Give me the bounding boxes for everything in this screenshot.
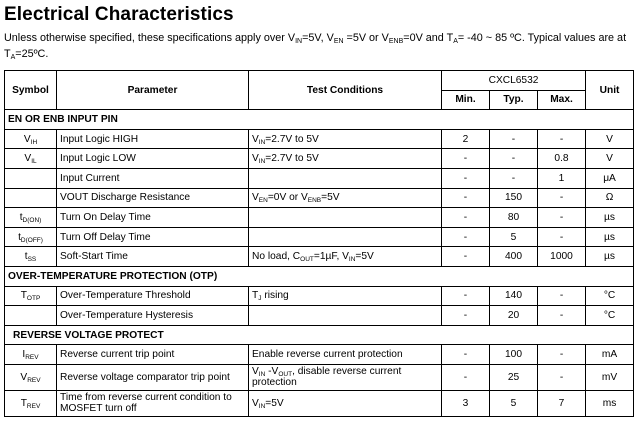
min-cell: 2 (442, 129, 490, 149)
typ-cell: 80 (490, 208, 538, 228)
parameter-cell: Input Logic LOW (57, 149, 249, 169)
min-cell: - (442, 306, 490, 326)
symbol-cell: $I_{REV}$ (5, 345, 57, 365)
typ-cell: 20 (490, 306, 538, 326)
unit-cell: µs (586, 227, 634, 247)
parameter-cell: Input Logic HIGH (57, 129, 249, 149)
header-parameter: Parameter (57, 71, 249, 110)
symbol-cell (5, 306, 57, 326)
typ-cell: 100 (490, 345, 538, 365)
test-conditions-cell: $V_{EN}=0V$ or $V_{ENB}=5V$ (249, 188, 442, 208)
min-cell: - (442, 247, 490, 267)
table-row (5, 168, 634, 188)
table-row (5, 227, 634, 247)
header-typ: Typ. (490, 90, 538, 110)
typ-cell: 5 (490, 390, 538, 416)
section-row (5, 325, 634, 345)
typ-cell: - (490, 149, 538, 169)
header-test-conditions: Test Conditions (249, 71, 442, 110)
table-row (5, 364, 634, 390)
symbol-cell: $t_{D(ON)}$ (5, 208, 57, 228)
parameter-cell: Reverse voltage comparator trip point (57, 364, 249, 390)
typ-cell: 150 (490, 188, 538, 208)
max-cell: - (538, 345, 586, 365)
unit-cell: V (586, 129, 634, 149)
symbol-cell (5, 168, 57, 188)
parameter-cell: Turn Off Delay Time (57, 227, 249, 247)
max-cell: - (538, 208, 586, 228)
max-cell: - (538, 129, 586, 149)
table-row (5, 306, 634, 326)
typ-cell: 400 (490, 247, 538, 267)
test-conditions-cell (249, 208, 442, 228)
table-row (5, 345, 634, 365)
unit-cell: V (586, 149, 634, 169)
header-min: Min. (442, 90, 490, 110)
min-cell: 3 (442, 390, 490, 416)
symbol-cell: $T_{REV}$ (5, 390, 57, 416)
typ-cell: 25 (490, 364, 538, 390)
parameter-cell: Over-Temperature Hysteresis (57, 306, 249, 326)
max-cell: - (538, 364, 586, 390)
min-cell: - (442, 364, 490, 390)
parameter-cell: VOUT Discharge Resistance (57, 188, 249, 208)
section-title: OVER-TEMPERATURE PROTECTION (OTP) (5, 266, 634, 286)
test-conditions-cell: No load, $C_{OUT}=1\mu F$, $V_{IN}=5V$ (249, 247, 442, 267)
max-cell: 1000 (538, 247, 586, 267)
unit-cell: µs (586, 247, 634, 267)
min-cell: - (442, 286, 490, 306)
max-cell: 7 (538, 390, 586, 416)
test-conditions-cell: $V_{IN}=2.7V$ to 5V (249, 149, 442, 169)
parameter-cell: Input Current (57, 168, 249, 188)
typ-cell: - (490, 168, 538, 188)
typ-cell: - (490, 129, 538, 149)
unit-cell: μA (586, 168, 634, 188)
max-cell: - (538, 188, 586, 208)
unit-cell: Ω (586, 188, 634, 208)
unit-cell: mA (586, 345, 634, 365)
table-row (5, 149, 634, 169)
parameter-cell: Soft-Start Time (57, 247, 249, 267)
max-cell: - (538, 306, 586, 326)
section-row (5, 266, 634, 286)
symbol-cell: $T_{OTP}$ (5, 286, 57, 306)
min-cell: - (442, 208, 490, 228)
page-title: Electrical Characteristics (4, 4, 234, 25)
table-row (5, 390, 634, 416)
section-title: REVERSE VOLTAGE PROTECT (5, 325, 634, 345)
parameter-cell: Time from reverse current condition to MOSFET turn off (57, 390, 249, 416)
unit-cell: °C (586, 306, 634, 326)
test-conditions-cell: $V_{IN}$ $-V_{OUT}$, disable reverse current protection (249, 364, 442, 390)
table-row (5, 247, 634, 267)
typ-cell: 5 (490, 227, 538, 247)
section-row (5, 110, 634, 130)
min-cell: - (442, 227, 490, 247)
header-max: Max. (538, 90, 586, 110)
test-conditions-cell: $V_{IN}=5V$ (249, 390, 442, 416)
min-cell: - (442, 345, 490, 365)
min-cell: - (442, 188, 490, 208)
header-unit: Unit (586, 71, 634, 110)
section-title: EN OR ENB INPUT PIN (5, 110, 634, 130)
unit-cell: ms (586, 390, 634, 416)
symbol-cell: $V_{REV}$ (5, 364, 57, 390)
symbol-cell: $t_{D(OFF)}$ (5, 227, 57, 247)
symbol-cell: $t_{SS}$ (5, 247, 57, 267)
max-cell: 1 (538, 168, 586, 188)
header-symbol: Symbol (5, 71, 57, 110)
test-conditions-cell: $V_{IN}=2.7V$ to 5V (249, 129, 442, 149)
symbol-cell (5, 188, 57, 208)
test-conditions-cell (249, 168, 442, 188)
electrical-characteristics-table (4, 70, 634, 417)
symbol-cell: $V_{IH}$ (5, 129, 57, 149)
table-header-row (5, 71, 634, 91)
header-part-number: CXCL6532 (442, 71, 586, 91)
typ-cell: 140 (490, 286, 538, 306)
test-conditions-cell: $T_J$ rising (249, 286, 442, 306)
test-conditions-cell (249, 306, 442, 326)
parameter-cell: Over-Temperature Threshold (57, 286, 249, 306)
table-row (5, 286, 634, 306)
unit-cell: µs (586, 208, 634, 228)
table-row (5, 188, 634, 208)
parameter-cell: Reverse current trip point (57, 345, 249, 365)
min-cell: - (442, 149, 490, 169)
unit-cell: mV (586, 364, 634, 390)
table-row (5, 129, 634, 149)
unit-cell: °C (586, 286, 634, 306)
intro-paragraph: Unless otherwise specified, these specifications apply over $V_{IN}=5V$, $V_{EN} =5V$ or $V_{ENB}=0V$ and $T_A= -40$ ~ 85 ºC. Typical values are at $T_A=25ºC$. (4, 32, 627, 61)
symbol-cell: $V_{IL}$ (5, 149, 57, 169)
min-cell: - (442, 168, 490, 188)
table-row (5, 208, 634, 228)
test-conditions-cell: Enable reverse current protection (249, 345, 442, 365)
max-cell: - (538, 227, 586, 247)
parameter-cell: Turn On Delay Time (57, 208, 249, 228)
test-conditions-cell (249, 227, 442, 247)
max-cell: 0.8 (538, 149, 586, 169)
max-cell: - (538, 286, 586, 306)
